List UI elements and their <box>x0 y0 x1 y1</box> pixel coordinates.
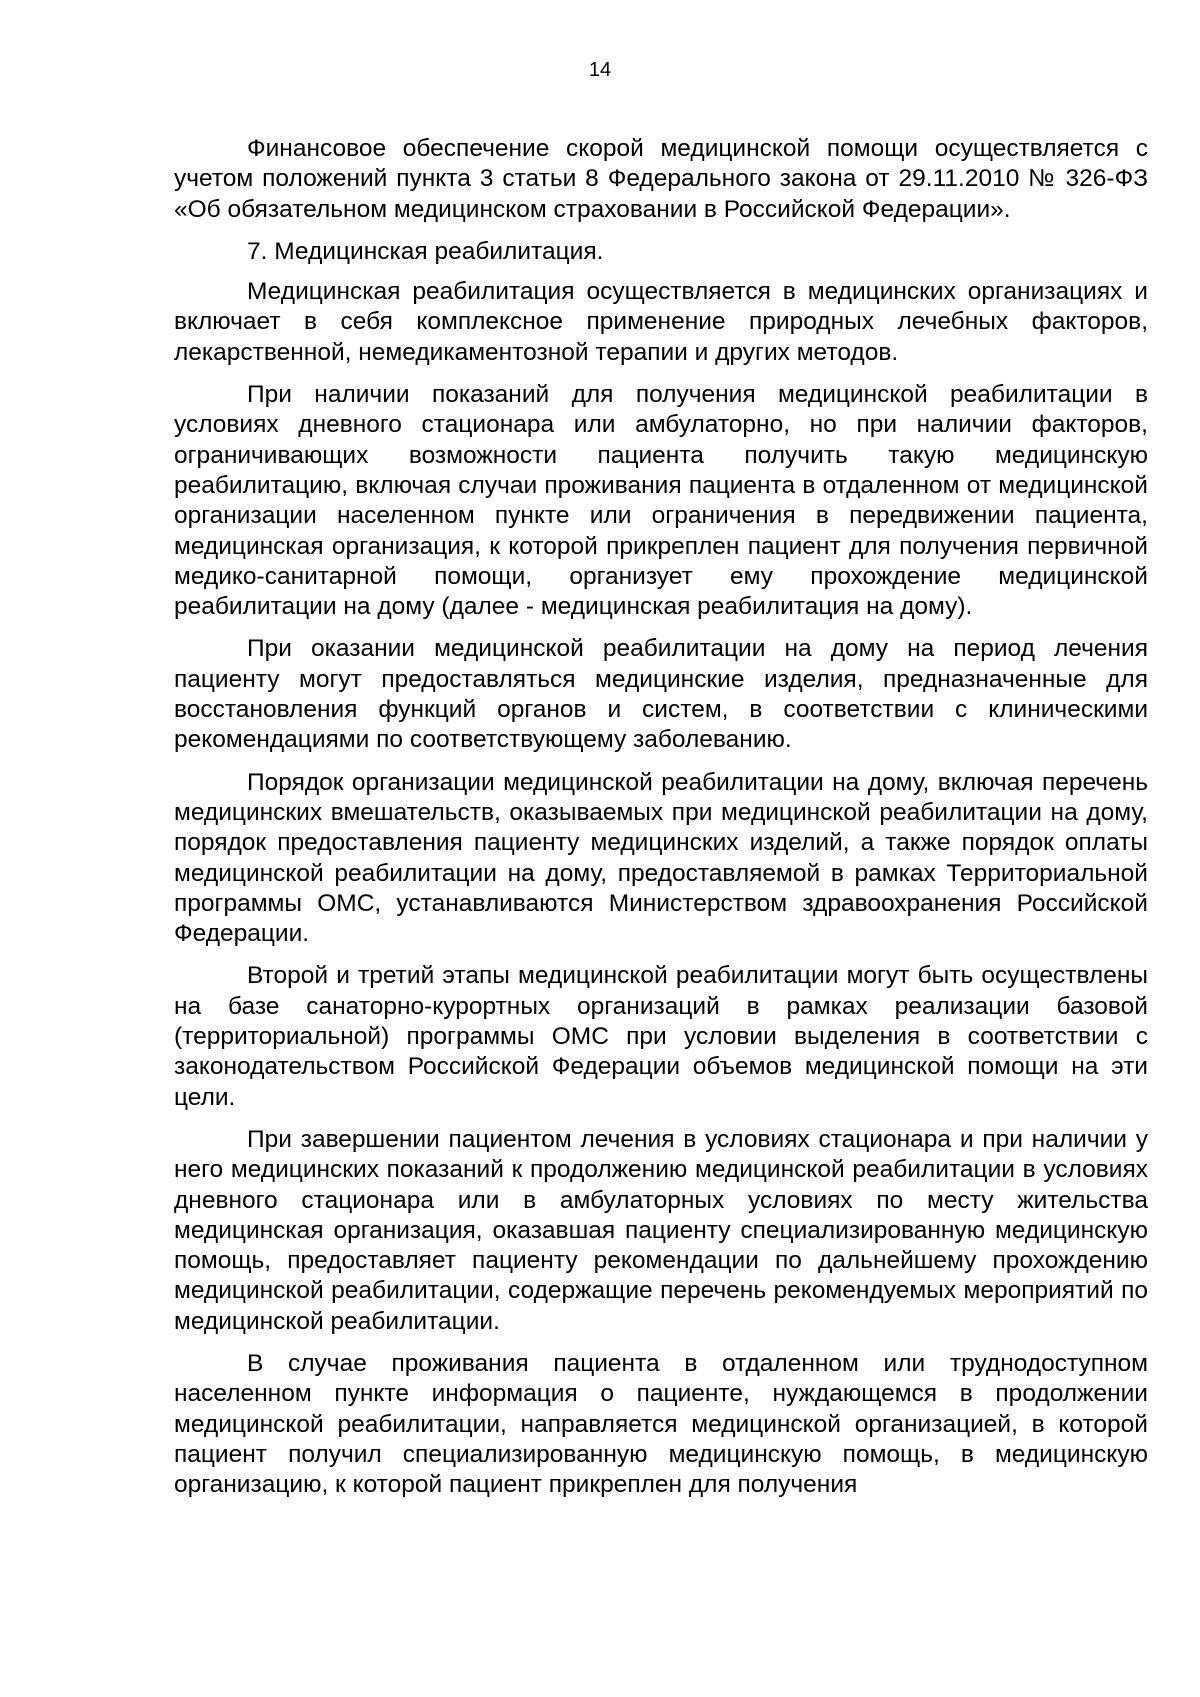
section-heading-rehabilitation: 7. Медицинская реабилитация. <box>247 237 604 265</box>
paragraph-financing: Финансовое обеспечение скорой медицинской помощи осуществляется с учетом положений пункта 3 статьи 8 Федерального закона от 29.11.2010 № 326-ФЗ «Об обязательном медицинском страховании в Российской Федерации». <box>174 135 1148 223</box>
paragraph-medical-devices: При оказании медицинской реабилитации на дому на период лечения пациенту могут предоставляться медицинские изделия, предназначенные для восстановления функций органов и систем, в соответствии с клиническими рекомендациями по соответствующему заболеванию. <box>174 635 1148 754</box>
document-body <box>174 134 1148 1512</box>
paragraph-procedure: Порядок организации медицинской реабилитации на дому, включая перечень медицинских вмешательств, оказываемых при медицинской реабилитации на дому, порядок предоставления пациенту медицинских изделий, а также порядок оплаты медицинской реабилитации на дому, предоставляемой в рамках Территориальной программы ОМС, устанавливаются Министерством здравоохранения Российской Федерации. <box>174 768 1148 948</box>
paragraph-home-rehabilitation: При наличии показаний для получения медицинской реабилитации в условиях дневного стационара или амбулаторно, но при наличии факторов, ограничивающих возможности пациента получить такую медицинскую реабилитацию, включая случаи проживания пациента в отдаленном от медицинской организации населенном пункте или ограничения в передвижении пациента, медицинская организация, к которой прикреплен пациент для получения первичной медико-санитарной помощи, организует ему прохождение медицинской реабилитации на дому (далее - медицинская реабилитация на дому). <box>174 381 1148 621</box>
paragraph-discharge-recommendations: При завершении пациентом лечения в условиях стационара и при наличии у него медицинских показаний к продолжению медицинской реабилитации в условиях дневного стационара или в амбулаторных условиях по месту жительства медицинская организация, оказавшая пациенту специализированную медицинскую помощь, предоставляет пациенту рекомендации по дальнейшему прохождению медицинской реабилитации, содержащие перечень рекомендуемых мероприятий по медицинской реабилитации. <box>174 1125 1148 1335</box>
paragraph-remote-residence: В случае проживания пациента в отдаленном или труднодоступном населенном пункте информация о пациенте, нуждающемся в продолжении медицинской реабилитации, направляется медицинской организацией, в которой пациент получил специализированную медицинскую помощь, в медицинскую организацию, к которой пациент прикреплен для получения <box>174 1349 1148 1499</box>
paragraph-rehabilitation-definition: Медицинская реабилитация осуществляется в медицинских организациях и включает в себя комплексное применение природных лечебных факторов, лекарственной, немедикаментозной терапии и других методов. <box>174 278 1148 366</box>
page-number: 14 <box>588 59 612 81</box>
paragraph-stages: Второй и третий этапы медицинской реабилитации могут быть осуществлены на базе санаторно-курортных организаций в рамках реализации базовой (территориальной) программы ОМС при условии выделения в соответствии с законодательством Российской Федерации объемов медицинской помощи на эти цели. <box>174 962 1148 1111</box>
